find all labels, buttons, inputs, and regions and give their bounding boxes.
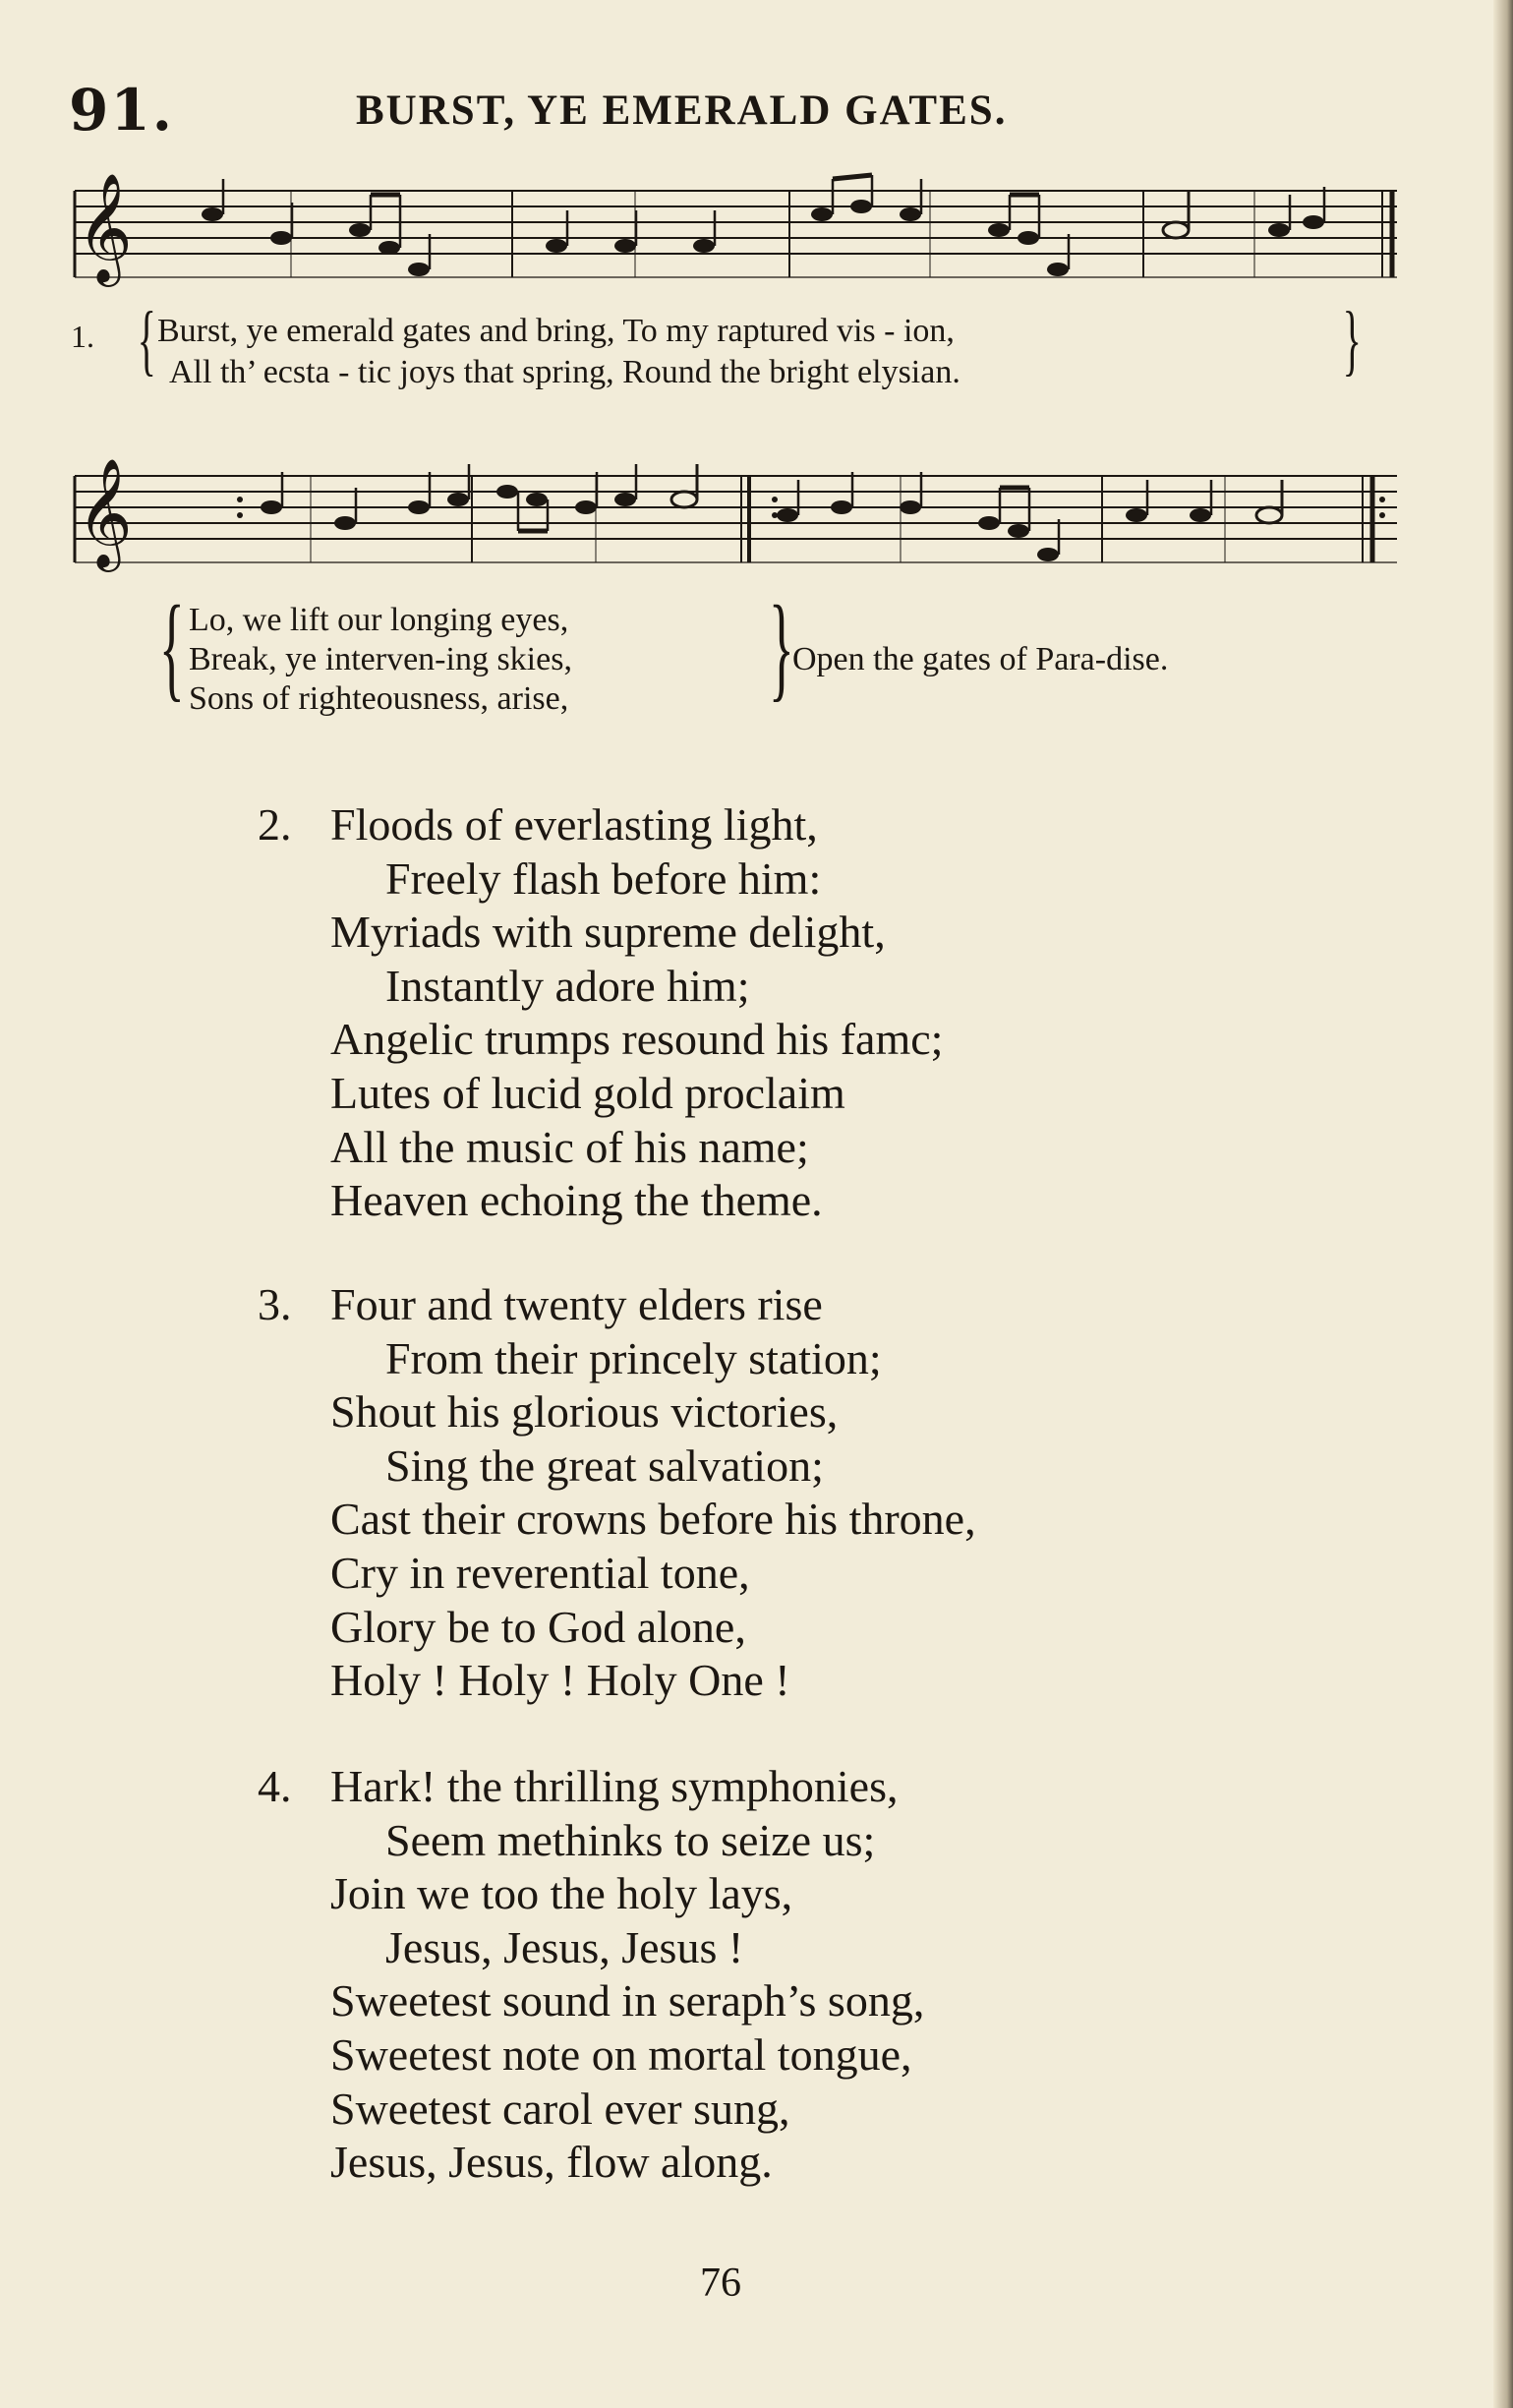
lyric-line: Lo, we lift our longing eyes, (189, 602, 569, 638)
stanza-line: Sing the great salvation; (385, 1439, 824, 1491)
stanza-line: Holy ! Holy ! Holy One ! (330, 1655, 790, 1706)
lyric-line: Break, ye interven-ing skies, (189, 641, 572, 677)
stanza-line: Sweetest sound in seraph’s song, (330, 1975, 925, 2026)
stanza-number: 4. (258, 1761, 292, 1811)
stanza-4 (258, 1760, 924, 2190)
stanza-3 (258, 1278, 976, 1708)
stanza-line: Jesus, Jesus, flow along. (330, 2137, 773, 2188)
stanza-line: Instantly adore him; (385, 960, 750, 1011)
left-brace-1: { (137, 297, 156, 383)
music-staff-1 (65, 169, 1402, 299)
stanza-line: Myriads with supreme delight, (330, 907, 886, 958)
verse-label: 1. (71, 319, 94, 354)
hymn-title: BURST, YE EMERALD GATES. (356, 88, 1008, 134)
page-edge-shadow (1493, 0, 1513, 2408)
stanza-line: All the music of his name; (330, 1121, 809, 1172)
lyric-line: Sons of righteousness, arise, (189, 680, 569, 717)
hymn-number: 91. (69, 77, 174, 144)
page-number: 76 (700, 2261, 741, 2306)
svg-text:𝄞: 𝄞 (77, 172, 133, 282)
lyric-line: All th’ ecsta - tic joys that spring, Round the bright elysian. (169, 354, 960, 390)
music-staff-2 (65, 454, 1402, 602)
stanza-line: From their princely station; (385, 1332, 882, 1383)
stanza-number: 3. (258, 1279, 292, 1329)
stanza-line: Heaven echoing the theme. (330, 1175, 823, 1226)
stanza-line: Hark! the thrilling symphonies, (330, 1761, 899, 1811)
right-brace-2: } (768, 581, 794, 712)
stanza-line: Angelic trumps resound his famc; (330, 1014, 944, 1065)
stanza-line: Sweetest carol ever sung, (330, 2083, 790, 2134)
stanza-line: Lutes of lucid gold proclaim (330, 1067, 845, 1118)
stanza-line: Four and twenty elders rise (330, 1279, 823, 1329)
stanza-2 (258, 798, 943, 1228)
right-brace-1: } (1342, 297, 1362, 383)
stanza-line: Cast their crowns before his throne, (330, 1494, 976, 1545)
refrain-line: Open the gates of Para-dise. (792, 641, 1169, 677)
stanza-line: Glory be to God alone, (330, 1601, 746, 1652)
stanza-line: Cry in reverential tone, (330, 1547, 750, 1598)
stanza-line: Sweetest note on mortal tongue, (330, 2028, 912, 2080)
stanza-line: Seem methinks to seize us; (385, 1814, 876, 1865)
stanza-line: Jesus, Jesus, Jesus ! (385, 1921, 744, 1972)
stanza-number: 2. (258, 799, 292, 850)
stanza-line: Freely flash before him: (385, 852, 822, 904)
stanza-line: Shout his glorious victories, (330, 1386, 839, 1438)
left-brace-2: { (158, 581, 185, 712)
svg-text:𝄞: 𝄞 (77, 457, 133, 567)
stanza-line: Join we too the holy lays, (330, 1868, 793, 1919)
lyric-line: Burst, ye emerald gates and bring, To my raptured vis - ion, (157, 313, 955, 349)
stanza-line: Floods of everlasting light, (330, 799, 818, 850)
